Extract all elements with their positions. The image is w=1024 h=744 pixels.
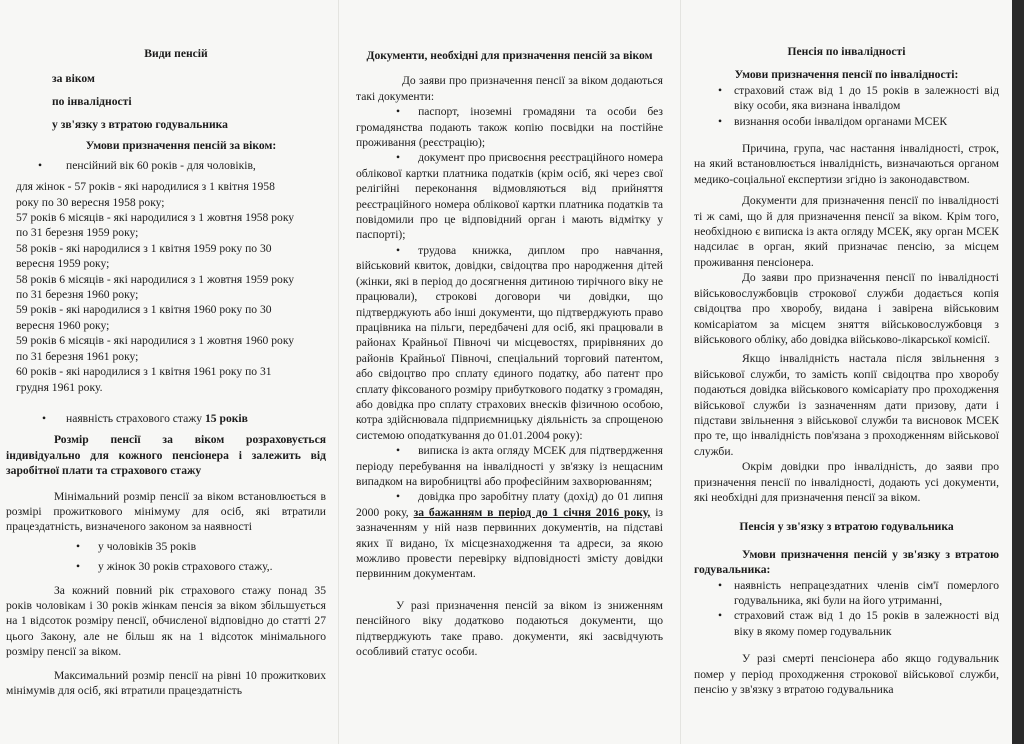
scan-edge: [1012, 0, 1024, 744]
list-item: грудня 1961 року.: [16, 380, 103, 394]
doc-text: виписка із акта огляду МСЕК для підтвердження періоду перебування на інвалідності у зв'язку із нещасним випадком на виробництві або професійним захворюванням;: [356, 444, 663, 488]
list-item: по 31 березня 1959 року;: [16, 226, 139, 240]
bullet-dot: •: [42, 411, 47, 425]
doc-text-underlined: за бажанням в період до 1 січня 2016 року,: [413, 505, 651, 519]
list-item: 59 років - які народилися з 1 квітня 1960 року по 30: [16, 303, 272, 317]
list-item: вересня 1959 року;: [16, 257, 110, 271]
list-item: 60 років - які народилися з 1 квітня 1961 року по 31: [16, 365, 272, 379]
bullet-dot: •: [396, 105, 401, 119]
condition-item: [694, 83, 999, 114]
bullet-dot: •: [718, 578, 723, 592]
section-subtitle-survivor: Умови призначення пенсій у зв'язку з втратою годувальника:: [694, 547, 999, 577]
list-item: 58 років 6 місяців - які народилися з 1 жовтня 1959 року: [16, 272, 295, 286]
list-item: для жінок - 57 років - які народилися з 1 квітня 1958: [16, 180, 275, 194]
fold-line-left: [338, 0, 339, 744]
military-paragraph: До заяви про призначення пенсії по інвалідності військовослужбовців строкової служби додається копія свідоцтва про хворобу, видана і завірена військовим комісаріатом за місцем зняття військовослужбовця з військового обліку, або довідка військово-лікарської комісії.: [694, 271, 999, 346]
column-required-documents: [356, 0, 663, 744]
doc-item-work-book: [356, 243, 663, 443]
cause-paragraph: Причина, група, час настання інвалідності, строк, на який встановлюється інвалідність, визначаються органом медико-соціальної експертизи згідно із законодавством.: [694, 142, 999, 186]
bullet-men-age: [6, 158, 326, 173]
size-paragraph: Розмір пенсії за віком розраховується індивідуально для кожного пенсіонера і залежить від заробітної плати та страхового стажу: [6, 433, 326, 478]
documents-paragraph: Документи для призначення пенсії по інвалідності ті ж самі, що й для призначення пенсії за віком. Крім того, необхідною є виписка із акта огляду МСЕК, яку орган МСЕК надсилає в орган, який призначає пенсію, за місцем проживання пенсіонера.: [694, 194, 999, 269]
doc-item-tax-number: [356, 150, 663, 242]
condition-text: страховий стаж від 1 до 15 років в залежності від віку в якому помер годувальник: [734, 609, 999, 638]
bullet-dot: •: [718, 114, 723, 128]
section-subtitle: Умови призначення пенсії по інвалідності:: [734, 68, 959, 82]
bullet-dot: •: [76, 539, 81, 553]
list-item: 59 років 6 місяців - які народилися з 1 жовтня 1960 року: [16, 334, 295, 348]
each-year-paragraph: За кожний повний рік страхового стажу понад 35 років чоловікам і 30 років жінкам пенсія за віком збільшується на 1 відсоток розміру пенсії, обчисленої відповідно до статті 27 цього Закону, але не більш як на 1 відсоток мінімального розміру пенсії за віком.: [6, 583, 326, 659]
condition-text: страховий стаж від 1 до 15 років в залежності від віку особи, яка визнана інвалідом: [734, 83, 999, 113]
list-item: 58 років - які народилися з 1 квітня 1959 року по 30: [16, 241, 272, 255]
bullet-text: наявність страхового стажу: [66, 411, 205, 425]
doc-text: паспорт, іноземні громадяни та особи без громадянства подають також копію посвідки на постійне проживання (реєстрацію);: [356, 105, 663, 150]
pension-type-disability: по інвалідності: [52, 95, 132, 109]
doc-item-msek-extract: [356, 443, 663, 489]
doc-text: документ про присвоєння реєстраційного номера облікової картки платника податків (крім осіб, які через свої релігійні переконання відмовляються від прийняття реєстраційного номера облікової картки платника податків та повідомили про це відповідний орган і мають відмітку у паспорті);: [356, 151, 663, 242]
intro-paragraph: До заяви про призначення пенсії за віком додаються такі документи:: [356, 74, 663, 103]
bullet-dot: •: [396, 490, 401, 504]
bullet-insurance: [6, 411, 326, 426]
reduced-age-paragraph: У разі призначення пенсій за віком із зниженням пенсійного віку додатково подаються документи, що підтверджують таке право. документи, які засвідчують особливий статус особи.: [356, 598, 663, 659]
condition-item: [694, 578, 999, 609]
pension-type-age: за віком: [52, 72, 95, 86]
list-item: вересня 1960 року;: [16, 318, 110, 332]
min-item-men: [6, 539, 326, 554]
bullet-dot: •: [38, 158, 43, 172]
additional-docs-paragraph: Окрім довідки про інвалідність, до заяви про призначення пенсії по інвалідності, додають усі документи, які необхідні для призначення пенсії за віком.: [694, 460, 999, 504]
bullet-dot: •: [718, 83, 723, 97]
pension-type-survivor: у зв'язку з втратою годувальника: [52, 118, 228, 132]
min-pension-paragraph: Мінімальний розмір пенсії за віком встановлюється в розмірі прожиткового мінімуму для осіб, які втратили працездатність, визначеного законом за наявності: [6, 489, 326, 534]
bullet-dot: •: [396, 243, 401, 257]
bullet-text: у чоловіків 35 років: [98, 539, 197, 553]
bullet-dot: •: [718, 609, 723, 623]
column-title: Документи, необхідні для призначення пенсій за віком: [366, 49, 653, 62]
doc-text: із зазначенням у ній назв первинних документів, на підставі яких її видано, їх місцезнаходження та адреси, за якою можливо провести перевірку відповідності змісту довідки первинним документам.: [356, 505, 663, 581]
doc-item-passport: [356, 104, 663, 150]
doc-text: довідка про заробітну плату (дохід) до 01 липня 2000 року,: [356, 490, 663, 519]
condition-item: [694, 608, 999, 639]
doc-text: трудова книжка, диплом про навчання, військовий квиток, довідки, свідоцтва про народження дітей (жінки, які в період до досягнення дитиною тирічного віку не працювали), строкові договори чи довідки, що підтверджують або інші документи, що підтверджують право працівника на пільги, передбачені для осіб, які працювали в районах Крайньої Півночі чи місцевостях, прирівняних до районів Крайньої Півночі, спеціальний торговий патентом, або свідоцтво про сплату єдиного податку, або патент про сплату фіксованого розміру прибуткового податку з громадян, або довідка про сплату страхових внесків фізичною особою, котра здійснювала підприємницьку діяльність за спрощеною системою оподаткування до 01.01.2004 року):: [356, 243, 663, 442]
condition-text: визнання особи інвалідом органами МСЕК: [734, 114, 948, 128]
discharge-paragraph: Якщо інвалідність настала після звільнення з військової служби, то замість копії свідоцтва про хворобу подаються довідка військового комісаріату про проходження військової служби із зазначенням дати призову, дати і підстави звільнення з військової служби та висновок МСЕК про те, що інвалідність пов'язана з проходженням військової служби.: [694, 352, 999, 458]
bullet-dot: •: [396, 151, 401, 165]
bullet-bold-value: 15 років: [205, 411, 248, 425]
column-pension-types: [6, 0, 326, 744]
fold-line-right: [680, 0, 681, 744]
doc-item-salary-certificate: [356, 489, 663, 581]
list-item: по 31 березня 1960 року;: [16, 288, 139, 302]
bullet-text: у жінок 30 років страхового стажу,.: [98, 560, 273, 574]
column-title: Види пенсій: [144, 47, 208, 60]
bullet-text: пенсійний вік 60 років - для чоловіків,: [66, 158, 256, 172]
list-item: 57 років 6 місяців - які народилися з 1 жовтня 1958 року: [16, 211, 295, 225]
column-title: Пенсія по інвалідності: [787, 45, 906, 58]
bullet-dot: •: [396, 444, 401, 458]
women-age-list: [6, 179, 326, 395]
condition-item: [694, 114, 999, 129]
survivor-paragraph: У разі смерті пенсіонера або якщо годувальник помер у період проходження строкової військової служби, пенсію у зв'язку з втратою годувальника: [694, 652, 999, 697]
column-disability-pension: [694, 0, 999, 744]
section-title-survivor: Пенсія у зв'язку з втратою годувальника: [739, 520, 954, 534]
bullet-dot: •: [76, 560, 81, 574]
min-item-women: [6, 559, 326, 574]
condition-text: наявність непрацездатних членів сім'ї померлого годувальника, які були на його утриманні,: [734, 578, 999, 607]
list-item: року по 30 вересня 1958 року;: [16, 195, 165, 209]
section-subtitle: Умови призначення пенсій за віком:: [85, 139, 277, 153]
max-pension-paragraph: Максимальний розмір пенсії на рівні 10 прожиткових мінімумів для осіб, які втратили працездатність: [6, 668, 326, 697]
list-item: по 31 березня 1961 року;: [16, 349, 139, 363]
